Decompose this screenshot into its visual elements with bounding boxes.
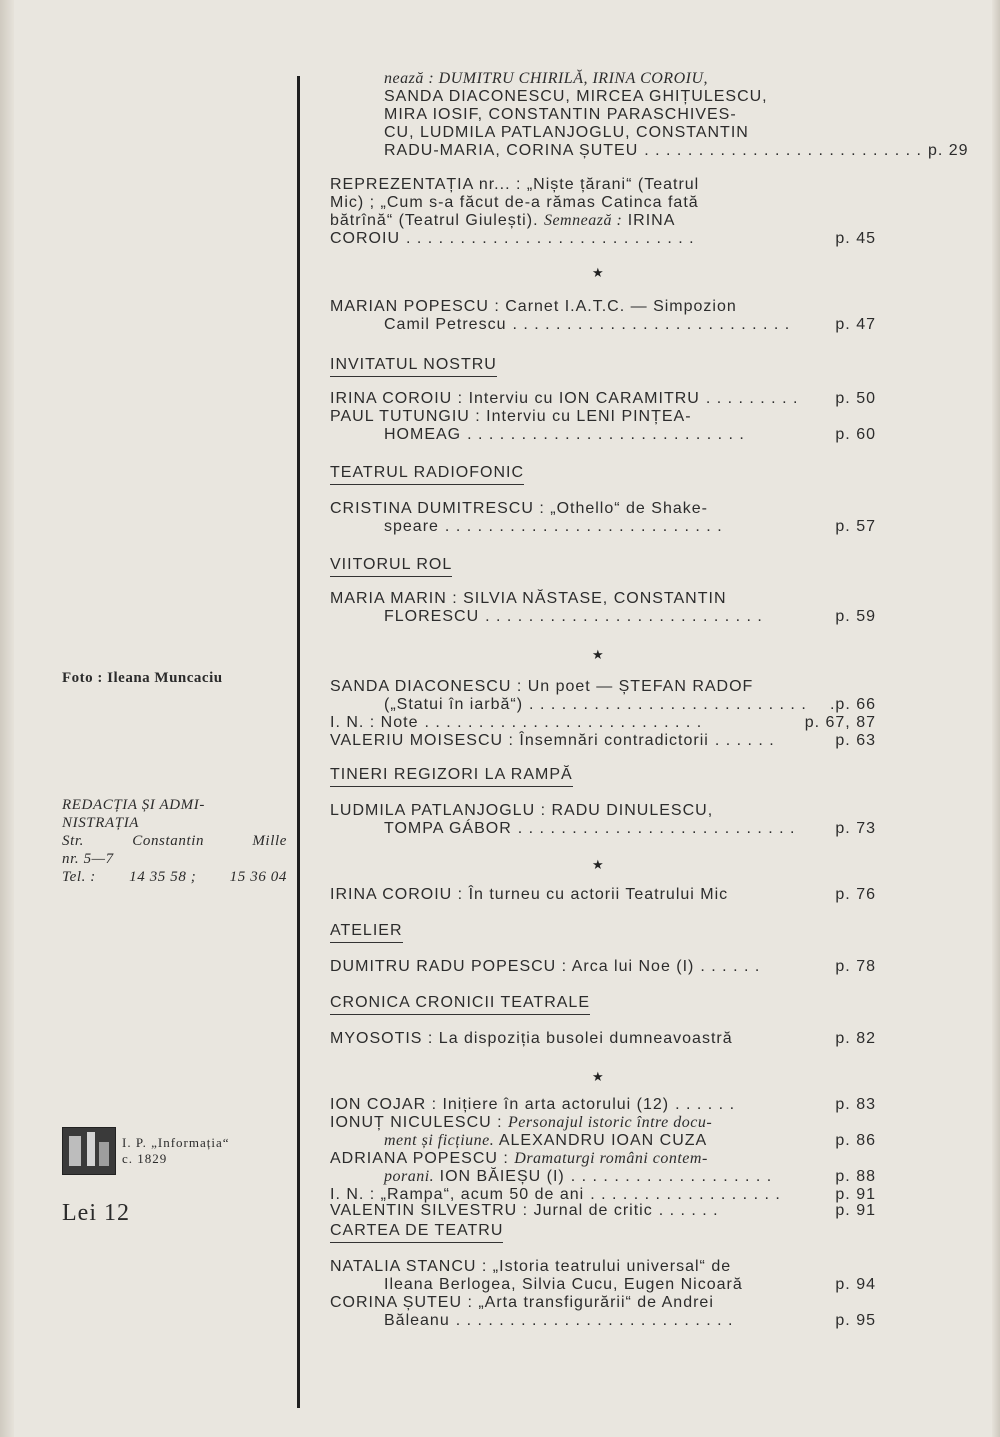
column-divider xyxy=(297,76,300,1408)
editorial-office xyxy=(62,796,287,886)
toc-entry: VALENTIN SILVESTRU : Jurnal de critic . . . . . . p. 91 xyxy=(330,1202,876,1219)
page-number: p. 91 xyxy=(835,1186,876,1203)
toc-line: REPREZENTAȚIA nr... : „Niște țărani“ (Teatrul xyxy=(330,176,700,193)
photo-credit: Foto : Ileana Muncaciu xyxy=(62,670,223,686)
address-part: Constantin xyxy=(132,833,205,849)
star-separator: ★ xyxy=(592,647,605,662)
toc-line: ION BĂIEȘU (I) xyxy=(434,1168,565,1185)
page-number: p. 82 xyxy=(835,1030,876,1047)
toc-line: nează : DUMITRU CHIRILĂ, IRINA COROIU, xyxy=(384,70,708,87)
toc-line: ION COJAR : Inițiere în arta actorului (12) xyxy=(330,1096,670,1113)
toc-line: bătrînă“ (Teatrul Giulești). xyxy=(330,212,544,229)
toc-line: CRISTINA DUMITRESCU : „Othello“ de Shake- xyxy=(330,500,708,517)
page-number: p. 60 xyxy=(835,426,876,443)
toc-entry: PAUL TUTUNGIU : Interviu cu LENI PINȚEA- HOMEAG . . . . . . . . . . . . . . . . . . . . . . . . . . p. 60 xyxy=(330,408,876,443)
imprint-line: c. 1829 xyxy=(122,1151,168,1166)
toc-entry xyxy=(330,1258,876,1294)
toc-line: RADU-MARIA, CORINA ȘUTEU xyxy=(384,142,639,159)
toc-line: COROIU xyxy=(330,230,400,247)
toc-line: MARIAN POPESCU : Carnet I.A.T.C. — Simpozion xyxy=(330,298,737,315)
page-number: p. 59 xyxy=(835,608,876,625)
toc-line: PAUL TUTUNGIU : Interviu cu LENI PINȚEA- xyxy=(330,408,692,425)
toc-entry xyxy=(330,1030,876,1048)
section-heading: INVITATUL NOSTRU xyxy=(330,356,497,377)
toc-line: NATALIA STANCU : „Istoria teatrului universal“ de xyxy=(330,1258,732,1275)
address-number: nr. 5—7 xyxy=(62,851,114,867)
phone-numbers xyxy=(62,868,287,886)
toc-line: Mic) ; „Cum s-a făcut de-a rămas Catinca fată xyxy=(330,194,699,211)
toc-entry xyxy=(330,886,876,904)
toc-line: VALERIU MOISESCU : Însemnări contradictorii xyxy=(330,732,709,749)
toc-line: ALEXANDRU IOAN CUZA xyxy=(494,1132,708,1149)
toc-line: Camil Petrescu xyxy=(384,316,507,333)
toc-line-italic: Semnează : xyxy=(543,212,623,229)
toc-line-italic: ment și ficțiune. xyxy=(384,1132,495,1149)
page-number: p. 86 xyxy=(835,1132,876,1149)
page-number: p. 29 xyxy=(927,142,969,159)
toc-entry: REPREZENTAȚIA nr... : „Niște țărani“ (Teatrul Mic) ; „Cum s-a făcut de-a rămas Catinca fată bătrînă“ (Teatrul Giulești). Semnează : IRINA COROIU . . . . . . . . . . . . . . . . . . . . . . . . . . . p. 45 xyxy=(330,176,876,247)
imprint-text xyxy=(122,1135,230,1167)
toc-line: MARIA MARIN : SILVIA NĂSTASE, CONSTANTIN xyxy=(330,590,727,607)
section-heading: TEATRUL RADIOFONIC xyxy=(330,464,524,485)
toc-entry: SANDA DIACONESCU : Un poet — ȘTEFAN RADOF („Statui în iarbă“) . . . . . . . . . . . . . . . . . . . . . . . . . . .p. 66 xyxy=(330,678,876,713)
toc-line: CORINA ȘUTEU : „Arta transfigurării“ de Andrei xyxy=(330,1294,714,1311)
imprint-line: I. P. „Informația“ xyxy=(122,1135,230,1150)
toc-line: CU, LUDMILA PATLANJOGLU, CONSTANTIN xyxy=(384,124,749,141)
section-heading: TINERI REGIZORI LA RAMPĂ xyxy=(330,766,573,787)
toc-entry: DUMITRU RADU POPESCU : Arca lui Noe (I) . . . . . . p. 78 xyxy=(330,958,876,975)
toc-entry: ADRIANA POPESCU : Dramaturgi români contem- porani. ION BĂIEȘU (I) . . . . . . . . . . . . . . . . . . . p. 88 xyxy=(330,1150,876,1185)
page-number: p. 76 xyxy=(835,886,876,903)
toc-line: speare xyxy=(384,518,439,535)
printer-logo-icon xyxy=(62,1127,116,1175)
toc-line: IRINA xyxy=(622,212,676,229)
toc-line: LUDMILA PATLANJOGLU : RADU DINULESCU, xyxy=(330,802,714,819)
page-number: p. 95 xyxy=(835,1312,876,1329)
editorial-office-line: REDACȚIA ȘI ADMI- xyxy=(62,797,205,813)
toc-entry: I. N. : Note . . . . . . . . . . . . . . . . . . . . . . . . . . p. 67, 87 xyxy=(330,714,876,731)
toc-line: SANDA DIACONESCU, MIRCEA GHIȚULESCU, xyxy=(384,88,768,105)
section-heading: VIITORUL ROL xyxy=(330,556,452,577)
toc-entry xyxy=(330,1114,876,1150)
page-number: p. 88 xyxy=(835,1168,876,1185)
section-heading: CARTEA DE TEATRU xyxy=(330,1222,503,1243)
toc-line-italic: Personajul istoric între docu- xyxy=(508,1114,713,1131)
page-number: p. 91 xyxy=(835,1202,876,1219)
toc-line: HOMEAG xyxy=(384,426,462,443)
section-heading: CRONICA CRONICII TEATRALE xyxy=(330,994,590,1015)
toc-line: Băleanu xyxy=(384,1312,450,1329)
toc-line: DUMITRU RADU POPESCU : Arca lui Noe (I) xyxy=(330,958,695,975)
page-number: p. 57 xyxy=(835,518,876,535)
page-edge-right xyxy=(992,0,1000,1437)
toc-line: I. N. : „Rampa“, acum 50 de ani xyxy=(330,1186,585,1203)
toc-entry: I. N. : „Rampa“, acum 50 de ani . . . . . . . . . . . . . . . . . . p. 91 xyxy=(330,1186,876,1203)
toc-entry: VALERIU MOISESCU : Însemnări contradictorii . . . . . . p. 63 xyxy=(330,732,876,749)
toc-line: FLORESCU xyxy=(384,608,480,625)
page-number: p. 63 xyxy=(835,732,876,749)
toc-line: ADRIANA POPESCU : xyxy=(330,1150,515,1167)
page-number: p. 78 xyxy=(835,958,876,975)
address-street xyxy=(62,832,287,850)
page-number: .p. 66 xyxy=(829,696,876,713)
address-part: Str. xyxy=(62,833,84,849)
toc-line: IRINA COROIU : În turneu cu actorii Teatrului Mic xyxy=(330,886,729,903)
price: Lei 12 xyxy=(62,1200,130,1226)
toc-line: MIRA IOSIF, CONSTANTIN PARASCHIVES- xyxy=(384,106,737,123)
page-edge-left xyxy=(0,0,14,1437)
section-heading: ATELIER xyxy=(330,922,403,943)
page-number: p. 73 xyxy=(835,820,876,837)
page-number: p. 50 xyxy=(835,390,876,407)
page-number: p. 67, 87 xyxy=(804,714,876,731)
toc-line-italic: porani. xyxy=(384,1168,435,1185)
toc-line: Ileana Berlogea, Silvia Cucu, Eugen Nicoară xyxy=(384,1276,743,1293)
toc-line: IRINA COROIU : Interviu cu ION CARAMITRU xyxy=(330,390,700,407)
star-separator: ★ xyxy=(592,1069,605,1084)
address-part: Mille xyxy=(252,833,287,849)
printer-imprint xyxy=(62,1127,230,1175)
page-number: p. 83 xyxy=(835,1096,876,1113)
editorial-office-line: NISTRAȚIA xyxy=(62,815,140,831)
toc-line-italic: Dramaturgi români contem- xyxy=(514,1150,708,1167)
toc-line: VALENTIN SILVESTRU : Jurnal de critic xyxy=(330,1202,653,1219)
toc-line: I. N. : Note xyxy=(330,714,419,731)
phone-label: Tel. : xyxy=(62,869,96,885)
toc-entry: ION COJAR : Inițiere în arta actorului (12) . . . . . . p. 83 xyxy=(330,1096,876,1113)
toc-entry: IRINA COROIU : Interviu cu ION CARAMITRU . . . . . . . . . p. 50 xyxy=(330,390,876,407)
toc-line: SANDA DIACONESCU : Un poet — ȘTEFAN RADOF xyxy=(330,678,754,695)
toc-entry: CORINA ȘUTEU : „Arta transfigurării“ de Andrei Băleanu . . . . . . . . . . . . . . . . . . . . . . . . . . p. 95 xyxy=(330,1294,876,1329)
toc-line: MYOSOTIS : La dispoziția busolei dumneavoastră xyxy=(330,1030,733,1047)
page-number: p. 45 xyxy=(835,230,876,247)
toc-entry: LUDMILA PATLANJOGLU : RADU DINULESCU, TOMPA GÁBOR . . . . . . . . . . . . . . . . . . . . . . . . . . p. 73 xyxy=(330,802,876,837)
star-separator: ★ xyxy=(592,857,605,872)
toc-entry: CRISTINA DUMITRESCU : „Othello“ de Shake- speare . . . . . . . . . . . . . . . . . . . . . . . . . . p. 57 xyxy=(330,500,876,535)
toc-entry: nează : DUMITRU CHIRILĂ, IRINA COROIU, SANDA DIACONESCU, MIRCEA GHIȚULESCU, MIRA IOSIF, CONSTANTIN PARASCHIVES- CU, LUDMILA PATLANJOGLU, CONSTANTIN RADU-MARIA, CORINA ȘUTEU . . . . . . . . . . . . . . . . . . . . . . . . . . p. 29 xyxy=(330,70,876,160)
phone-number: 14 35 58 ; xyxy=(129,869,197,885)
page-number: p. 94 xyxy=(835,1276,876,1293)
toc-line: IONUȚ NICULESCU : xyxy=(330,1114,509,1131)
toc-line: TOMPA GÁBOR xyxy=(384,820,512,837)
toc-entry: MARIAN POPESCU : Carnet I.A.T.C. — Simpozion Camil Petrescu . . . . . . . . . . . . . . . . . . . . . . . . . . p. 47 xyxy=(330,298,876,333)
toc-line: („Statui în iarbă“) xyxy=(384,696,524,713)
page-number: p. 47 xyxy=(835,316,876,333)
toc-entry: MARIA MARIN : SILVIA NĂSTASE, CONSTANTIN FLORESCU . . . . . . . . . . . . . . . . . . . . . . . . . . p. 59 xyxy=(330,590,876,625)
star-separator: ★ xyxy=(592,265,605,280)
phone-number: 15 36 04 xyxy=(229,869,287,885)
